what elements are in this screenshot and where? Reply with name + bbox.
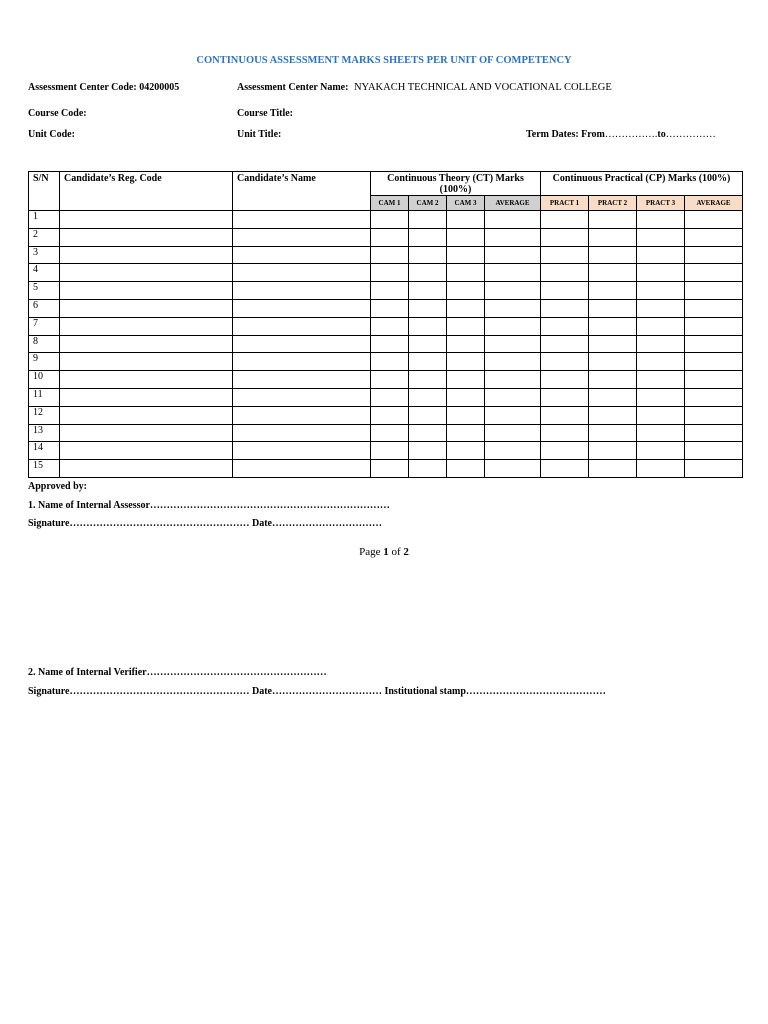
table-cell	[541, 406, 589, 424]
table-cell	[589, 460, 637, 478]
internal-verifier-line: 2. Name of Internal Verifier………………………………………………	[28, 667, 327, 678]
center-name-label: Assessment Center Name:	[237, 82, 349, 93]
table-cell	[541, 424, 589, 442]
table-cell	[685, 299, 743, 317]
table-cell	[637, 228, 685, 246]
table-cell	[485, 282, 541, 300]
header-cam-1: CAM 1	[371, 196, 409, 211]
table-cell	[589, 264, 637, 282]
table-cell	[371, 264, 409, 282]
table-cell	[447, 317, 485, 335]
center-code-value: 04200005	[139, 82, 180, 93]
table-cell	[447, 264, 485, 282]
table-cell	[589, 424, 637, 442]
table-cell	[589, 335, 637, 353]
table-cell	[371, 371, 409, 389]
table-cell	[637, 317, 685, 335]
table-row	[29, 353, 743, 371]
table-cell	[541, 442, 589, 460]
course-title-label: Course Title:	[237, 108, 294, 119]
table-cell	[371, 211, 409, 229]
table-cell	[371, 228, 409, 246]
table-cell	[371, 353, 409, 371]
table-cell	[60, 371, 233, 389]
table-cell	[233, 460, 371, 478]
row-number: 4	[29, 264, 60, 282]
table-cell	[233, 388, 371, 406]
center-name-field	[237, 82, 612, 93]
table-cell	[409, 228, 447, 246]
table-row	[29, 246, 743, 264]
table-cell	[60, 424, 233, 442]
table-cell	[685, 211, 743, 229]
header-pract-1: PRACT 1	[541, 196, 589, 211]
table-cell	[60, 442, 233, 460]
table-cell	[447, 371, 485, 389]
table-cell	[541, 282, 589, 300]
row-number: 1	[29, 211, 60, 229]
table-cell	[409, 460, 447, 478]
table-cell	[409, 353, 447, 371]
table-cell	[371, 406, 409, 424]
table-cell	[233, 264, 371, 282]
table-cell	[409, 211, 447, 229]
table-cell	[541, 211, 589, 229]
table-cell	[409, 264, 447, 282]
table-cell	[447, 246, 485, 264]
table-cell	[447, 406, 485, 424]
table-cell	[447, 424, 485, 442]
table-cell	[447, 335, 485, 353]
table-cell	[60, 264, 233, 282]
header-cam-3: CAM 3	[447, 196, 485, 211]
row-number: 9	[29, 353, 60, 371]
row-number: 11	[29, 388, 60, 406]
table-cell	[685, 460, 743, 478]
row-number: 3	[29, 246, 60, 264]
page-of-word: of	[391, 546, 401, 558]
unit-code-label: Unit Code:	[28, 129, 75, 140]
table-cell	[447, 211, 485, 229]
table-cell	[685, 264, 743, 282]
table-cell	[685, 442, 743, 460]
table-cell	[233, 353, 371, 371]
page-word: Page	[359, 546, 381, 558]
row-number: 7	[29, 317, 60, 335]
row-number: 13	[29, 424, 60, 442]
row-number: 8	[29, 335, 60, 353]
table-cell	[637, 460, 685, 478]
table-cell	[485, 371, 541, 389]
table-cell	[685, 353, 743, 371]
row-number: 12	[29, 406, 60, 424]
table-cell	[589, 353, 637, 371]
table-cell	[447, 442, 485, 460]
table-cell	[541, 246, 589, 264]
table-cell	[685, 228, 743, 246]
table-cell	[60, 317, 233, 335]
table-cell	[485, 228, 541, 246]
table-cell	[589, 317, 637, 335]
table-cell	[60, 228, 233, 246]
table-row	[29, 424, 743, 442]
table-row	[29, 442, 743, 460]
table-cell	[233, 371, 371, 389]
table-row	[29, 264, 743, 282]
table-cell	[541, 353, 589, 371]
header-cp-group: Continuous Practical (CP) Marks (100%)	[541, 172, 743, 196]
table-cell	[637, 353, 685, 371]
table-row	[29, 299, 743, 317]
table-cell	[409, 299, 447, 317]
row-number: 14	[29, 442, 60, 460]
assessor-signature-line: Signature……………………………………………… Date……………………………	[28, 518, 382, 529]
table-cell	[485, 424, 541, 442]
term-dates-to: to	[657, 129, 666, 140]
table-cell	[685, 282, 743, 300]
marks-table-body	[29, 211, 743, 478]
table-row	[29, 228, 743, 246]
center-code-field	[28, 82, 179, 93]
table-cell	[447, 460, 485, 478]
table-cell	[409, 424, 447, 442]
table-cell	[60, 282, 233, 300]
header-ct-group: Continuous Theory (CT) Marks (100%)	[371, 172, 541, 196]
table-cell	[589, 442, 637, 460]
table-cell	[233, 211, 371, 229]
page-current: 1	[383, 546, 389, 558]
header-cp-average: AVERAGE	[685, 196, 743, 211]
table-cell	[233, 424, 371, 442]
row-number: 5	[29, 282, 60, 300]
header-cam-2: CAM 2	[409, 196, 447, 211]
table-cell	[637, 371, 685, 389]
table-cell	[637, 264, 685, 282]
table-cell	[233, 299, 371, 317]
page-indicator	[0, 546, 768, 558]
table-cell	[485, 246, 541, 264]
table-cell	[233, 335, 371, 353]
table-cell	[409, 282, 447, 300]
table-cell	[485, 388, 541, 406]
table-cell	[637, 299, 685, 317]
table-row	[29, 371, 743, 389]
table-cell	[541, 388, 589, 406]
term-dates-to-dots: ……………	[665, 129, 716, 140]
table-cell	[447, 353, 485, 371]
table-cell	[233, 406, 371, 424]
table-cell	[685, 406, 743, 424]
table-cell	[541, 228, 589, 246]
table-cell	[485, 442, 541, 460]
table-cell	[371, 460, 409, 478]
table-cell	[371, 442, 409, 460]
table-cell	[60, 406, 233, 424]
table-cell	[541, 317, 589, 335]
center-name-value: NYAKACH TECHNICAL AND VOCATIONAL COLLEGE	[353, 82, 612, 93]
table-cell	[447, 228, 485, 246]
table-cell	[685, 388, 743, 406]
table-cell	[60, 335, 233, 353]
table-cell	[637, 424, 685, 442]
verifier-signature-line: Signature……………………………………………… Date…………………………… Institutional stamp……………………………………	[28, 686, 606, 697]
table-cell	[541, 460, 589, 478]
term-dates-from-dots: …………….	[604, 129, 658, 140]
table-cell	[447, 388, 485, 406]
table-cell	[589, 211, 637, 229]
table-cell	[60, 299, 233, 317]
table-cell	[485, 317, 541, 335]
table-row	[29, 335, 743, 353]
table-cell	[541, 335, 589, 353]
table-cell	[371, 299, 409, 317]
table-cell	[60, 353, 233, 371]
table-row	[29, 388, 743, 406]
table-cell	[637, 406, 685, 424]
table-cell	[409, 335, 447, 353]
header-sn: S/N	[29, 172, 60, 211]
table-cell	[371, 246, 409, 264]
table-cell	[685, 317, 743, 335]
term-dates-field	[526, 129, 716, 140]
table-cell	[541, 299, 589, 317]
center-code-label: Assessment Center Code:	[28, 82, 137, 93]
table-cell	[541, 264, 589, 282]
table-cell	[233, 228, 371, 246]
table-cell	[685, 335, 743, 353]
table-cell	[637, 246, 685, 264]
table-cell	[485, 211, 541, 229]
table-cell	[409, 317, 447, 335]
approved-by-label: Approved by:	[28, 481, 87, 492]
table-cell	[409, 406, 447, 424]
row-number: 2	[29, 228, 60, 246]
table-cell	[409, 442, 447, 460]
header-pract-3: PRACT 3	[637, 196, 685, 211]
table-cell	[60, 246, 233, 264]
table-cell	[409, 246, 447, 264]
table-cell	[447, 299, 485, 317]
table-cell	[371, 388, 409, 406]
table-row	[29, 211, 743, 229]
table-row	[29, 406, 743, 424]
table-cell	[589, 371, 637, 389]
term-dates-label: Term Dates: From	[526, 129, 605, 140]
row-number: 6	[29, 299, 60, 317]
table-cell	[485, 335, 541, 353]
unit-title-label: Unit Title:	[237, 129, 282, 140]
table-cell	[485, 460, 541, 478]
table-cell	[371, 335, 409, 353]
table-cell	[541, 371, 589, 389]
table-cell	[589, 228, 637, 246]
table-cell	[637, 335, 685, 353]
page-title: CONTINUOUS ASSESSMENT MARKS SHEETS PER UNIT OF COMPETENCY	[196, 55, 572, 66]
row-number: 10	[29, 371, 60, 389]
table-cell	[589, 406, 637, 424]
course-code-label: Course Code:	[28, 108, 87, 119]
table-row	[29, 282, 743, 300]
table-cell	[233, 317, 371, 335]
table-cell	[371, 424, 409, 442]
table-row	[29, 317, 743, 335]
table-cell	[685, 371, 743, 389]
table-cell	[409, 388, 447, 406]
header-pract-2: PRACT 2	[589, 196, 637, 211]
table-cell	[447, 282, 485, 300]
internal-assessor-line: 1. Name of Internal Assessor………………………………………………………………	[28, 500, 390, 511]
table-cell	[685, 246, 743, 264]
page-total: 2	[403, 546, 409, 558]
table-cell	[589, 246, 637, 264]
table-cell	[60, 211, 233, 229]
header-candidate-name: Candidate’s Name	[233, 172, 371, 211]
table-cell	[685, 424, 743, 442]
table-cell	[589, 282, 637, 300]
table-row	[29, 460, 743, 478]
table-cell	[637, 442, 685, 460]
table-cell	[485, 353, 541, 371]
table-cell	[233, 442, 371, 460]
table-cell	[589, 299, 637, 317]
table-cell	[371, 282, 409, 300]
table-cell	[637, 282, 685, 300]
marks-table	[28, 171, 743, 478]
table-cell	[485, 264, 541, 282]
table-cell	[371, 317, 409, 335]
table-cell	[485, 406, 541, 424]
table-cell	[637, 388, 685, 406]
table-cell	[60, 388, 233, 406]
table-cell	[60, 460, 233, 478]
table-cell	[233, 282, 371, 300]
table-cell	[589, 388, 637, 406]
header-reg-code: Candidate’s Reg. Code	[60, 172, 233, 211]
table-cell	[637, 211, 685, 229]
table-cell	[409, 371, 447, 389]
header-ct-average: AVERAGE	[485, 196, 541, 211]
table-cell	[485, 299, 541, 317]
table-cell	[233, 246, 371, 264]
row-number: 15	[29, 460, 60, 478]
